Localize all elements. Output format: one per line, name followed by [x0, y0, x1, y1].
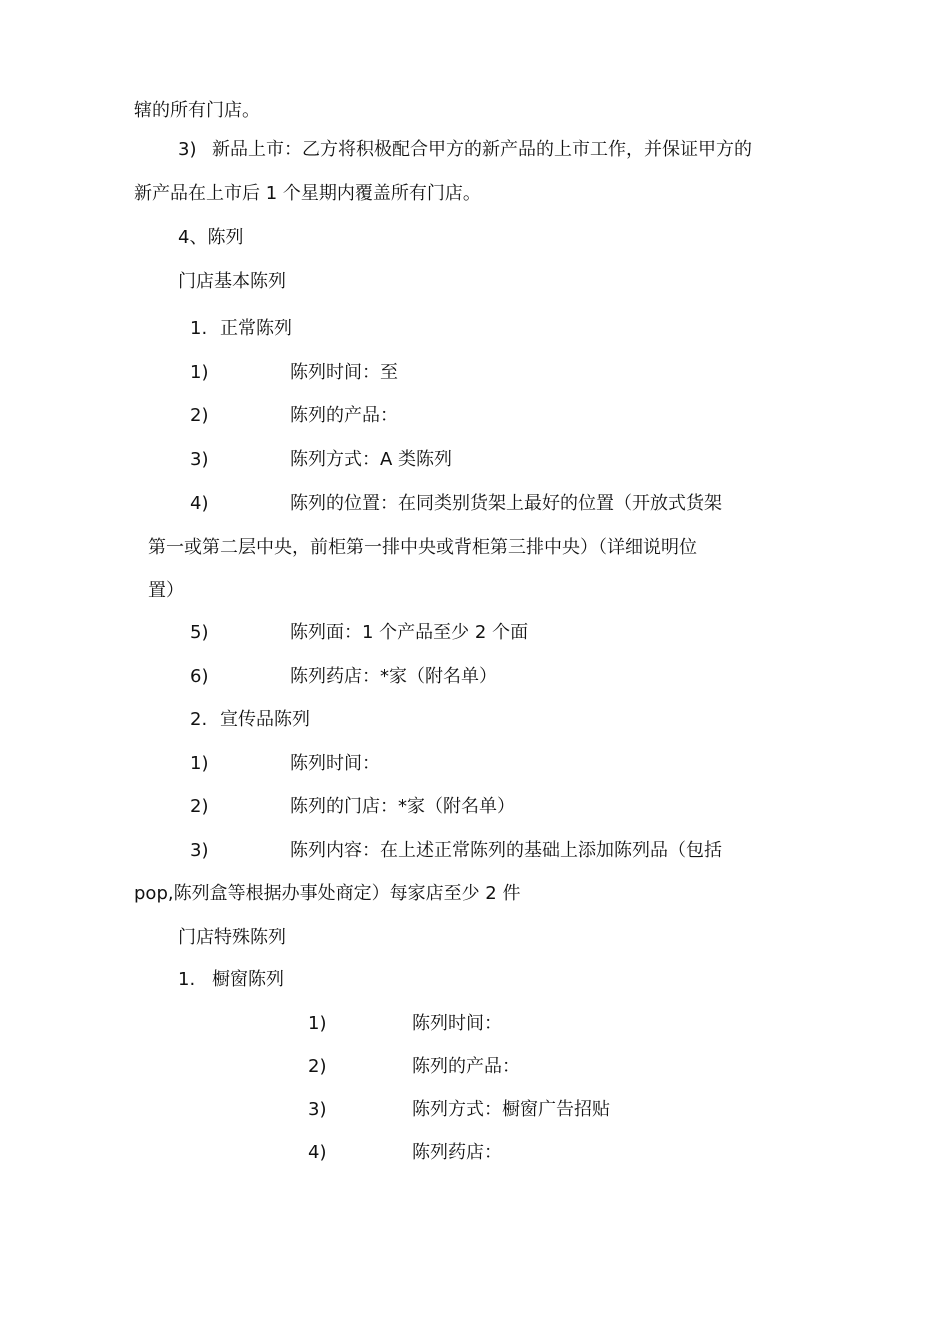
list-number: 4): [190, 493, 209, 514]
list-item-heading: 正常陈列: [220, 318, 292, 339]
list-number: 1.: [190, 318, 208, 339]
list-number: 1): [190, 753, 209, 774]
paragraph-line: 新品上市：乙方将积极配合甲方的新产品的上市工作，并保证甲方的: [212, 139, 752, 160]
list-item: 陈列时间：至: [290, 362, 398, 383]
list-item: 陈列药店：*家（附名单）: [290, 666, 497, 687]
list-number: 2.: [190, 709, 208, 730]
paragraph-line: 第一或第二层中央，前柜第一排中央或背柜第三排中央）（详细说明位: [148, 537, 697, 558]
list-item: 陈列时间：: [412, 1013, 502, 1034]
paragraph-line: pop,陈列盒等根据办事处商定）每家店至少 2 件: [134, 883, 521, 904]
list-item-heading: 宣传品陈列: [220, 709, 310, 730]
subsection-heading: 门店特殊陈列: [178, 927, 286, 948]
list-item: 陈列面：1 个产品至少 2 个面: [290, 622, 529, 643]
paragraph-line: 新产品在上市后 1 个星期内覆盖所有门店。: [134, 183, 481, 204]
list-number: 3): [190, 449, 209, 470]
list-item: 陈列药店：: [412, 1142, 502, 1163]
list-number: 6): [190, 666, 209, 687]
list-number: 1): [190, 362, 209, 383]
subsection-heading: 门店基本陈列: [178, 271, 286, 292]
list-item: 陈列的产品：: [412, 1056, 520, 1077]
list-item: 陈列方式：橱窗广告招贴: [412, 1099, 610, 1120]
list-item-heading: 橱窗陈列: [212, 969, 284, 990]
list-number: 3): [178, 139, 197, 160]
list-item: 陈列内容：在上述正常陈列的基础上添加陈列品（包括: [290, 840, 722, 861]
list-item: 陈列时间：: [290, 753, 380, 774]
list-number: 1.: [178, 969, 196, 990]
list-number: 1): [308, 1013, 327, 1034]
list-number: 2): [190, 405, 209, 426]
list-number: 2): [190, 796, 209, 817]
list-number: 5): [190, 622, 209, 643]
list-number: 4): [308, 1142, 327, 1163]
section-heading: 4、陈列: [178, 227, 244, 248]
list-item: 陈列的门店：*家（附名单）: [290, 796, 515, 817]
list-number: 2): [308, 1056, 327, 1077]
list-item: 陈列方式：A 类陈列: [290, 449, 453, 470]
list-number: 3): [308, 1099, 327, 1120]
paragraph-line: 辖的所有门店。: [134, 100, 260, 121]
list-number: 3): [190, 840, 209, 861]
list-item: 陈列的产品：: [290, 405, 398, 426]
list-item: 陈列的位置：在同类别货架上最好的位置（开放式货架: [290, 493, 722, 514]
paragraph-line: 置）: [148, 580, 184, 601]
